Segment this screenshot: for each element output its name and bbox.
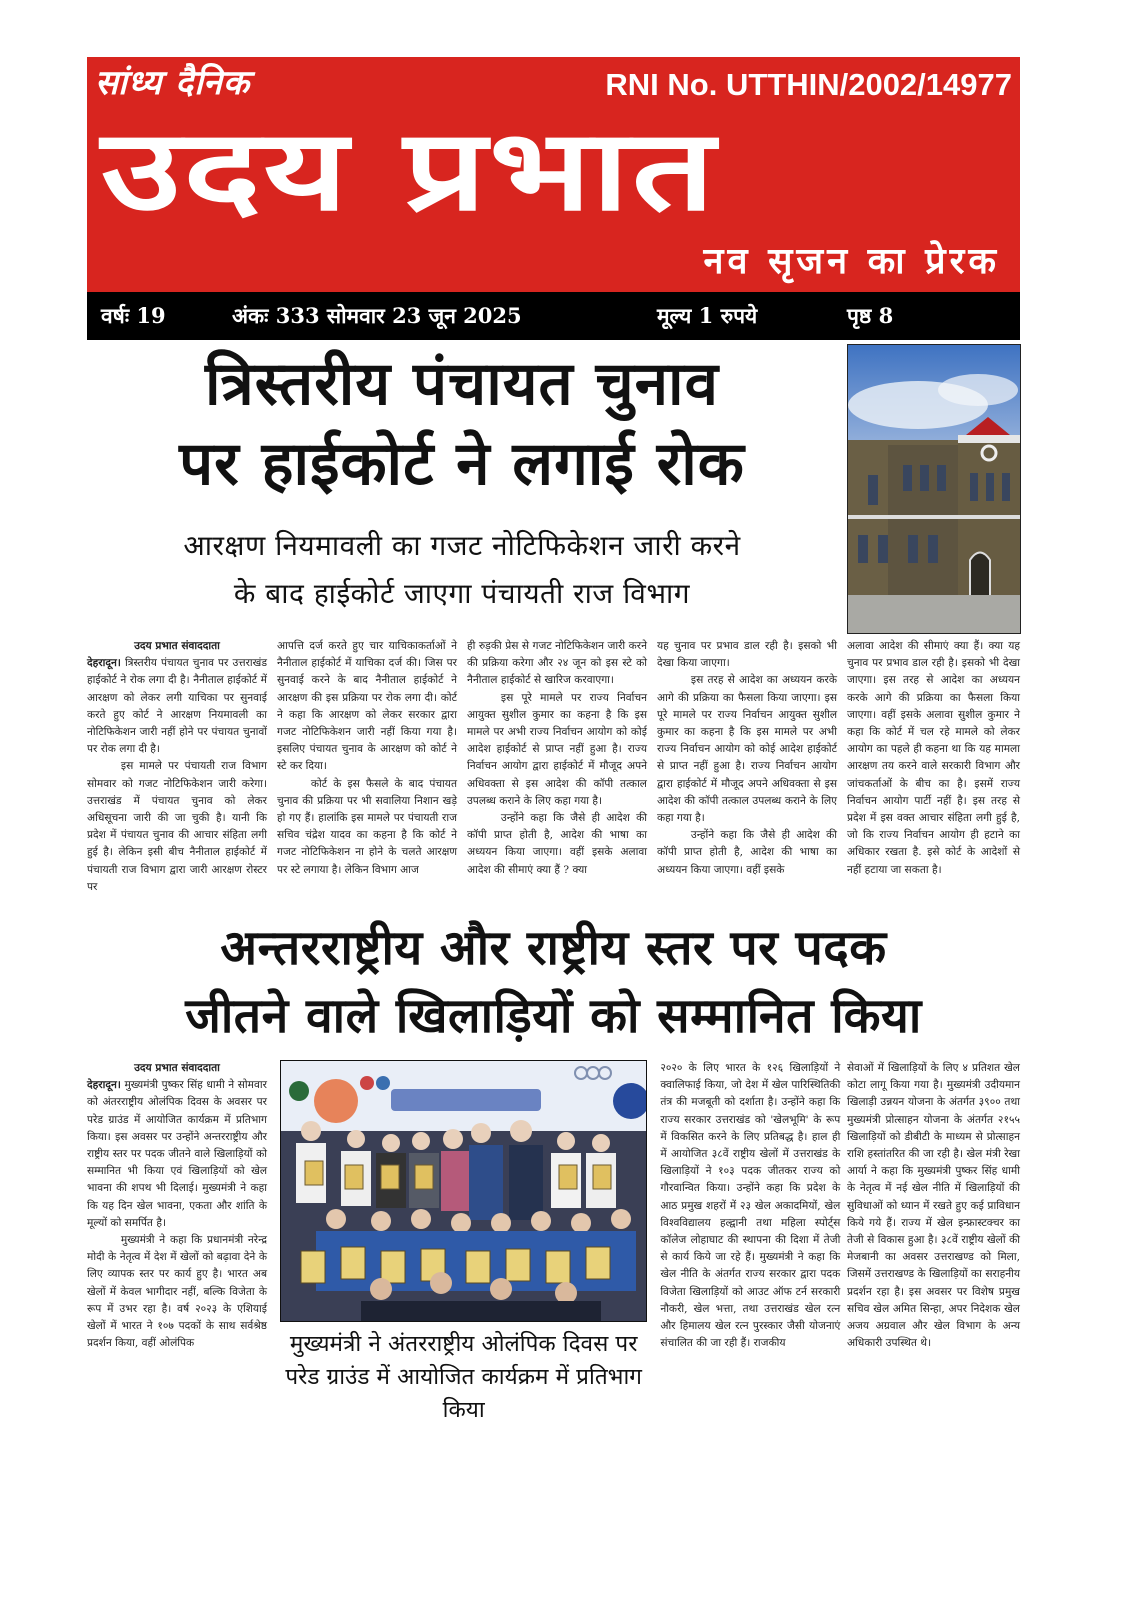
story1-paragraph: यह चुनाव पर प्रभाव डाल रही है। इसको भी देखा किया जाएगा। [657,640,837,670]
story2-byline: उदय प्रभात संवाददाता [134,1062,220,1075]
story1-column-1 [87,638,267,896]
story2-paragraph: २०२० के लिए भारत के १२६ खिलाड़ियों ने क्वालिफाई किया, जो देश में खेल पारिस्थितिकी तंत्र की मजबूती को दर्शाता है। उन्होंने कहा कि राज्य सरकार उत्तराखंड को 'खेलभूमि' के रूप में विकसित करने के लिए प्रतिबद्ध है। हाल ही में आयोजित ३८वें राष्ट्रीय खेलों में उत्तराखंड के खिलाड़ियों ने १०३ पदक जीतकर राज्य को गौरवान्वित किया। उन्होंने कहा कि प्रदेश के आठ प्रमुख शहरों में २३ खेल अकादमियों, खेल विश्वविद्यालय हल्द्वानी तथा महिला स्पोर्ट्स कॉलेज लोहाघाट की स्थापना की दिशा में तेजी से कार्य किये जा रहे हैं। मुख्यमंत्री ने कहा कि खेल नीति के अंतर्गत राज्य सरकार द्वारा पदक विजेता खिलाड़ियों को आउट ऑफ टर्न सरकारी नौकरी, खेल भत्ता, तथा उत्तराखंड खेल रत्न और हिमालय खेल रत्न पुरस्कार जैसी योजनाएं संचालित की जा रही हैं। राजकीय [660,1062,841,1350]
story1-subheadline [87,522,837,618]
story2-headline-line2: जीतने वाले खिलाड़ियों को सम्मानित किया [185,988,922,1045]
volume-year: वर्षः 19 [101,303,166,328]
story1-paragraph: उन्होंने कहा कि जैसे ही आदेश की कॉपी प्राप्त होती है, आदेश की भाषा का अध्ययन किया जाएगा। वहीं इसके [657,829,837,876]
story1-paragraph: इस मामले पर पंचायती राज विभाग सोमवार को गजट नोटिफिकेशन जारी करेगा। उत्तराखंड में पंचायत चुनाव को लेकर अधिसूचना जारी की जा चुकी है। यानी कि प्रदेश में पंचायत चुनाव की आचार संहिता लगी हुई है। लेकिन इसी बीच नैनीताल हाईकोर्ट में पंचायती राज विभाग द्वारा जारी आरक्षण रोस्टर पर [87,760,267,893]
high-court-building-photo [847,344,1021,634]
issue-number-date: अंकः 333 सोमवार 23 जून 2025 [232,303,522,328]
story2-paragraph: सेवाओं में खिलाड़ियों के लिए ४ प्रतिशत खेल कोटा लागू किया गया है। मुख्यमंत्री उदीयमान खिलाड़ी उन्नयन योजना के अंतर्गत ३९०० तथा मुख्यमंत्री प्रोत्साहन योजना के अंतर्गत २१५५ खिलाड़ियों को डीबीटी के माध्यम से प्रोत्साहन राशि हस्तांतरित की जा रही है। खेल मंत्री रेखा आर्या ने कहा कि मुख्यमंत्री पुष्कर सिंह धामी के नेतृत्व में नई खेल नीति में खिलाड़ियों की सुविधाओं को ध्यान में रखते हुए कई प्राविधान किये गये हैं। राज्य में खेल इन्फ्रास्टक्चर का तेजी से विकास हुआ है। ३८वें राष्ट्रीय खेलों की मेजबानी का अवसर उत्तराखण्ड को मिला, जिसमें उत्तराखण्ड के खिलाड़ियों का सराहनीय प्रदर्शन रहा है। इस अवसर पर विशेष प्रमुख सचिव खेल अमित सिन्हा, अपर निदेशक खेल अजय अग्रवाल और खेल विभाग के अन्य अधिकारी उपस्थित थे। [846,1062,1020,1350]
masthead-tagline: सांध्य दैनिक [95,63,250,103]
story1-paragraph: उन्होंने कहा कि जैसे ही आदेश की कॉपी प्राप्त होती है, आदेश की भाषा का अध्ययन किया जाएगा। वहीं इसके अलावा आदेश की सीमाएं क्या हैं ? क्या [467,812,647,876]
newspaper-title: उदय प्रभात [101,106,718,236]
issue-info-bar [87,292,1020,340]
story1-column-5 [847,638,1020,879]
page-count: पृष्ठ 8 [847,303,894,328]
olympic-day-event-photo [280,1060,647,1322]
story1-body [87,638,1020,896]
story2-headline [87,914,1020,1050]
story1-dateline: देहरादून। [87,657,121,670]
high-court-building-image [848,345,1020,633]
masthead-slogan: नव सृजन का प्रेरक [703,241,1000,282]
story1-paragraph: ही रुड़की प्रेस से गजट नोटिफिकेशन जारी करने की प्रक्रिया करेगा और २४ जून को इस स्टे को नैनीताल हाईकोर्ट से खारिज करवाएगा। [467,640,647,687]
newspaper-page [87,0,1020,1467]
price: मूल्य 1 रुपये [657,303,758,328]
story1-column-3 [467,638,647,879]
story1-paragraph: इस तरह से आदेश का अध्ययन करके आगे की प्रक्रिया का फैसला किया जाएगा। इस पूरे मामले पर राज्य निर्वाचन आयुक्त सुशील कुमार का कहना है कि इस मामले पर अभी राज्य निर्वाचन आयोग को कोई आदेश हाईकोर्ट से प्राप्त नहीं हुआ है। राज्य निर्वाचन आयोग द्वारा हाईकोर्ट में मौजूद अपने अधिवक्ता से इस आदेश की कॉपी तत्काल उपलब्ध कराने के लिए कहा गया है। [657,674,837,825]
story2-paragraph: मुख्यमंत्री पुष्कर सिंह धामी ने सोमवार को अंतरराष्ट्रीय ओलंपिक दिवस के अवसर पर परेड ग्राउंड में आयोजित कार्यक्रम में प्रतिभाग किया। इस अवसर पर उन्होंने अन्तरराष्ट्रीय और राष्ट्रीय स्तर पर पदक जीतने वाले खिलाड़ियों को सम्मानित भी किया एवं खिलाड़ियों को खेल भावना की शपथ भी दिलाई। मुख्यमंत्री ने कहा कि यह दिन खेल भावना, एकता और शांति के मूल्यों को समर्पित है। [87,1079,267,1229]
story2-column-1 [87,1060,267,1352]
story2-column-5 [847,1060,1020,1352]
story1-column-2 [277,638,457,879]
story1-byline: उदय प्रभात संवाददाता [134,640,220,652]
masthead [87,57,1020,292]
story1-subheadline-line2: के बाद हाईकोर्ट जाएगा पंचायती राज विभाग [233,577,691,610]
story2-headline-line1: अन्तरराष्ट्रीय और राष्ट्रीय स्तर पर पदक [220,920,887,977]
story1-paragraph: कोर्ट के इस फैसले के बाद पंचायत चुनाव की प्रक्रिया पर भी सवालिया निशान खड़े हो गए हैं। हालांकि इस मामले पर पंचायती राज सचिव चंद्रेश यादव का कहना है कि कोर्ट ने गजट नोटिफिकेशन ना होने के चलते आरक्षण पर स्टे लगाया है। लेकिन विभाग आज [277,777,457,876]
story2-column-4 [660,1060,840,1352]
story1-paragraph: अलावा आदेश की सीमाएं क्या हैं। क्या यह चुनाव पर प्रभाव डाल रही है। इसको भी देखा जाएगा। इस तरह से आदेश का अध्ययन करके आगे की प्रक्रिया का फैसला किया जाएगा। वहीं इसके अलावा सुशील कुमार ने कहा कि कोर्ट में चल रहे मामले को लेकर आयोग का पहले ही कहना था कि यह मामला आरक्षण तय करने वाले सरकारी विभाग और जांचकर्ताओं के बीच का है। इसमें राज्य निर्वाचन आयोग पार्टी नहीं है। इस तरह से प्रदेश में इस वक्त आचार संहिता लगी हुई है, जो कि राज्य निर्वाचन आयोग ही हटाने का अधिकार रखता है. इसे कोर्ट के आदेशों से नहीं हटाया जा सकता है। [847,640,1020,876]
rni-number: RNI No. UTTHIN/2002/14977 [605,67,1012,102]
story1-column-4 [657,638,837,879]
story1-headline [87,344,837,504]
story2-photo-caption: मुख्यमंत्री ने अंतरराष्ट्रीय ओलंपिक दिवस पर परेड ग्राउंड में आयोजित कार्यक्रम में प्रतिभाग किया [285,1331,642,1424]
story2-photo-block [274,1060,654,1427]
story1-paragraph: आपत्ति दर्ज करते हुए चार याचिकाकर्ताओं ने नैनीताल हाईकोर्ट में याचिका दर्ज की। जिस पर सुनवाई करने के बाद नैनीताल हाईकोर्ट ने आरक्षण की इस प्रक्रिया पर रोक लगा दी। कोर्ट ने कहा कि आरक्षण को लेकर सरकार द्वारा गजट नोटिफिकेशन जारी नहीं किया गया है। इसलिए पंचायत चुनाव के आरक्षण को कोर्ट ने स्टे कर दिया। [277,640,457,773]
story2-body [87,1060,1020,1427]
story2-dateline: देहरादून। [87,1079,121,1092]
story1-headline-line2: पर हाईकोर्ट ने लगाई रोक [179,429,745,499]
story2-paragraph: मुख्यमंत्री ने कहा कि प्रधानमंत्री नरेन्द्र मोदी के नेतृत्व में देश में खेलों को बढ़ावा देने के लिए व्यापक स्तर पर कार्य हुए है। भारत अब खेलों में केवल भागीदार नहीं, बल्कि विजेता के रूप में उभर रहा है। वर्ष २०२३ के एशियाई खेलों में भारत ने १०७ पदकों के साथ सर्वश्रेष्ठ प्रदर्शन किया, वहीं ओलंपिक [87,1234,267,1350]
award-ceremony-image [281,1061,646,1321]
story1-paragraph: इस पूरे मामले पर राज्य निर्वाचन आयुक्त सुशील कुमार का कहना है कि इस मामले पर अभी राज्य निर्वाचन आयोग को कोई आदेश हाईकोर्ट से प्राप्त नहीं हुआ है। राज्य निर्वाचन आयोग द्वारा हाईकोर्ट में मौजूद अपने अधिवक्ता से इस आदेश की कॉपी तत्काल उपलब्ध कराने के लिए कहा गया है। [467,691,647,807]
story1-paragraph: त्रिस्तरीय पंचायत चुनाव पर उत्तराखंड हाईकोर्ट ने रोक लगा दी है। नैनीताल हाईकोर्ट में आरक्षण को लेकर लगी याचिका पर सुनवाई करते हुए कोर्ट ने आरक्षण नियमावली का नोटिफिकेशन जारी नहीं होने पर पंचायत चुनावों पर रोक लगा दी है। [87,657,267,756]
story1-header [87,344,1020,634]
story1-subheadline-line1: आरक्षण नियमावली का गजट नोटिफिकेशन जारी करने [183,529,741,562]
story1-headline-line1: त्रिस्तरीय पंचायत चुनाव [205,349,719,419]
